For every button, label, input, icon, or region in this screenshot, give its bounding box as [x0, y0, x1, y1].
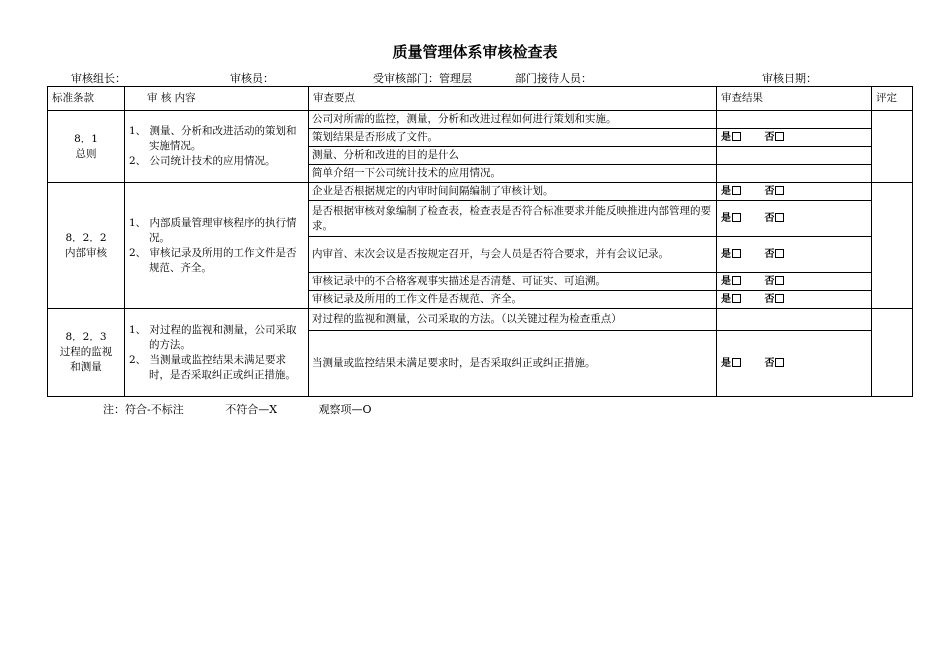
- content-item: 1、 对过程的监视和测量，公司采取的方法。: [129, 323, 297, 351]
- clause-cell: [48, 183, 125, 309]
- result-cell: [717, 129, 872, 147]
- note-nonconform: 不符合—X: [225, 403, 278, 416]
- yes-option[interactable]: 是: [721, 356, 741, 371]
- audit-date-label: 审核日期：: [762, 72, 817, 85]
- key-point-cell: 是否根据审核对象编制了检查表，检查表是否符合标准要求并能反映推进内部管理的要求。: [309, 201, 717, 237]
- result-cell: [717, 201, 872, 237]
- yes-option[interactable]: 是: [721, 211, 741, 226]
- rating-cell[interactable]: [872, 309, 913, 397]
- checkbox-icon[interactable]: [775, 213, 784, 222]
- column-header: 评定: [872, 87, 913, 111]
- no-option[interactable]: 否: [764, 211, 784, 226]
- yes-option[interactable]: 是: [721, 184, 741, 199]
- yes-option[interactable]: 是: [721, 130, 741, 145]
- audit-checklist-table: [47, 86, 913, 397]
- key-point-cell: 测量、分析和改进的目的是什么: [309, 147, 717, 165]
- clause-number: 8．2．3: [65, 331, 107, 343]
- page-title: 质量管理体系审核检查表: [392, 43, 558, 61]
- checkbox-icon[interactable]: [775, 132, 784, 141]
- clause-title: 过程的监视: [59, 346, 113, 358]
- result-cell-empty: [717, 309, 872, 331]
- key-point-cell: 审核记录及所用的工作文件是否规范、齐全。: [309, 291, 717, 309]
- checkbox-icon[interactable]: [775, 249, 784, 258]
- result-cell: [717, 273, 872, 291]
- clause-title: 内部审核: [65, 246, 107, 259]
- content-item: 2、 公司统计技术的应用情况。: [129, 155, 276, 167]
- checkbox-icon[interactable]: [732, 294, 741, 303]
- checkbox-icon[interactable]: [775, 186, 784, 195]
- column-header: 标准条款: [48, 87, 125, 111]
- key-point-cell: 策划结果是否形成了文件。: [309, 129, 717, 147]
- content-item: 1、 内部质量管理审核程序的执行情况。: [129, 216, 297, 244]
- column-header: 审 核 内容: [125, 87, 309, 111]
- auditor-label: 审核员：: [230, 72, 274, 85]
- table-row: [48, 111, 913, 129]
- checkbox-icon[interactable]: [732, 249, 741, 258]
- column-header: 审查要点: [309, 87, 717, 111]
- audit-content-cell: [125, 183, 309, 309]
- no-option[interactable]: 否: [764, 247, 784, 262]
- checkbox-icon[interactable]: [732, 276, 741, 285]
- clause-number: 8．2．2: [65, 231, 107, 244]
- audit-leader-label: 审核组长：: [71, 72, 126, 85]
- checkbox-icon[interactable]: [732, 213, 741, 222]
- no-option[interactable]: 否: [764, 184, 784, 199]
- result-cell: [717, 183, 872, 201]
- table-row: [48, 309, 913, 331]
- content-item: 2、 审核记录及所用的工作文件是否规范、齐全。: [129, 246, 297, 274]
- checkbox-icon[interactable]: [732, 186, 741, 195]
- rating-cell[interactable]: [872, 183, 913, 309]
- result-cell: [717, 291, 872, 309]
- key-point-cell: 内审首、末次会议是否按规定召开，与会人员是否符合要求，并有会议记录。: [309, 237, 717, 273]
- legend-note: [103, 401, 410, 417]
- key-point-cell: 审核记录中的不合格客观事实描述是否清楚、可证实、可追溯。: [309, 273, 717, 291]
- dept-receiver-label: 部门接待人员：: [515, 72, 592, 85]
- result-cell-empty: [717, 111, 872, 129]
- key-point-cell: 当测量或监控结果未满足要求时，是否采取纠正或纠正措施。: [309, 331, 717, 397]
- yes-option[interactable]: 是: [721, 274, 741, 289]
- clause-cell: [48, 309, 125, 397]
- clause-title: 和测量: [70, 361, 102, 373]
- no-option[interactable]: 否: [764, 130, 784, 145]
- result-cell-empty: [717, 165, 872, 183]
- key-point-cell: 公司对所需的监控，测量，分析和改进过程如何进行策划和实施。: [309, 111, 717, 129]
- table-row: [48, 183, 913, 201]
- audited-dept-label: 受审核部门：管理层: [373, 72, 472, 85]
- audit-content-cell: [125, 309, 309, 397]
- result-cell: [717, 237, 872, 273]
- key-point-cell: 企业是否根据规定的内审时间间隔编制了审核计划。: [309, 183, 717, 201]
- content-item: 1、 测量、分析和改进活动的策划和实施情况。: [129, 125, 297, 152]
- yes-option[interactable]: 是: [721, 292, 741, 307]
- yes-option[interactable]: 是: [721, 247, 741, 262]
- checkbox-icon[interactable]: [775, 358, 784, 367]
- clause-number: 8．1: [74, 132, 98, 145]
- no-option[interactable]: 否: [764, 292, 784, 307]
- checkbox-icon[interactable]: [775, 294, 784, 303]
- checkbox-icon[interactable]: [732, 358, 741, 367]
- column-header: 审查结果: [717, 87, 872, 111]
- no-option[interactable]: 否: [764, 274, 784, 289]
- result-cell-empty: [717, 147, 872, 165]
- clause-title: 总则: [75, 147, 97, 160]
- content-item: 2、 当测量或监控结果未满足要求时，是否采取纠正或纠正措施。: [129, 353, 296, 381]
- key-point-cell: 简单介绍一下公司统计技术的应用情况。: [309, 165, 717, 183]
- checkbox-icon[interactable]: [775, 276, 784, 285]
- key-point-cell: 对过程的监视和测量，公司采取的方法。（以关键过程为检查重点）: [309, 309, 717, 331]
- rating-cell[interactable]: [872, 111, 913, 183]
- table-header-row: [48, 87, 913, 111]
- result-cell: [717, 331, 872, 397]
- note-conform: 注：符合-不标注: [103, 403, 184, 416]
- note-observe: 观察项—O: [318, 403, 372, 416]
- no-option[interactable]: 否: [764, 356, 784, 371]
- checkbox-icon[interactable]: [732, 132, 741, 141]
- clause-cell: [48, 111, 125, 183]
- audit-content-cell: [125, 111, 309, 183]
